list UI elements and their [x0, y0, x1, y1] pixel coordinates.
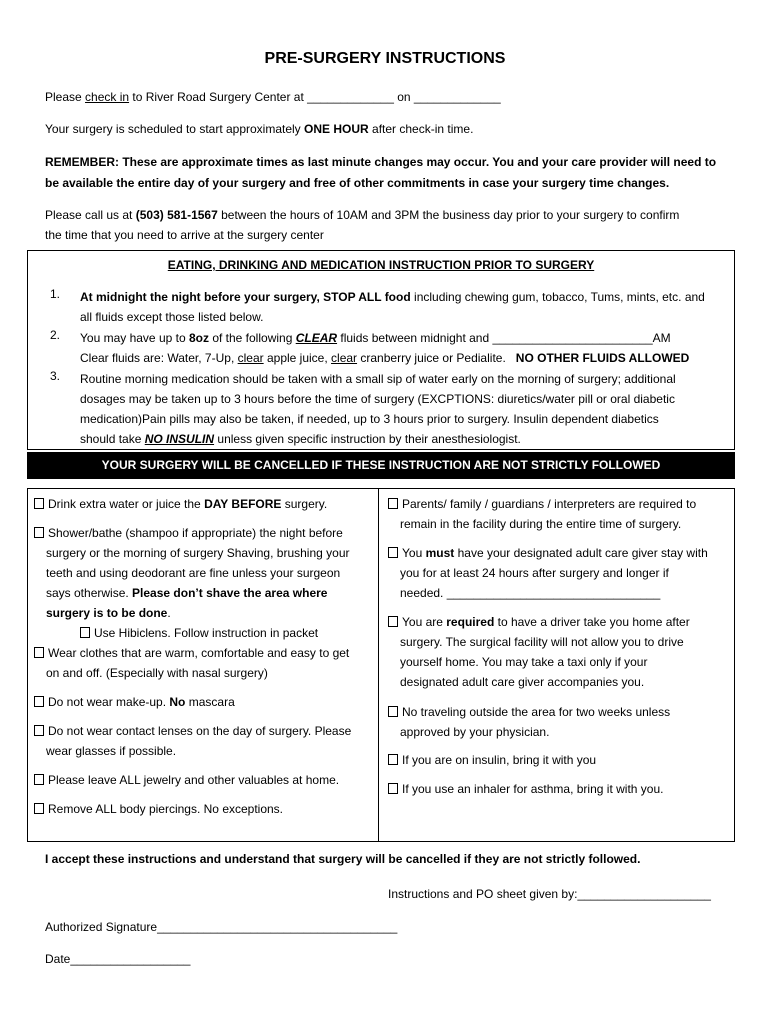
checklist-item-piercings[interactable]	[34, 799, 283, 819]
checklist-item-inhaler[interactable]	[388, 779, 663, 799]
item-text: remain in the facility during the entire time of surgery.	[400, 517, 682, 531]
item-text: says otherwise.	[46, 586, 133, 600]
checkbox-icon[interactable]	[388, 498, 398, 509]
eating-item-2	[50, 328, 710, 368]
item1-line2: all fluids except those listed below.	[80, 310, 264, 324]
call-suffix: between the hours of 10AM and 3PM the business day prior to your surgery to confirm	[217, 208, 680, 222]
eating-item-1	[50, 287, 710, 327]
checklist-item-travel[interactable]	[388, 702, 670, 742]
checklist-item-insulin[interactable]	[388, 750, 596, 770]
checkin-rest: to River Road Surgery Center at _____________ on _____________	[129, 90, 501, 104]
item-bold: DAY BEFORE	[204, 497, 282, 511]
item-text: Drink extra water or juice the	[48, 497, 205, 511]
item-text: needed. ________________________________	[400, 586, 661, 600]
checkin-prefix: Please	[45, 90, 86, 104]
item-text: Do not wear contact lenses on the day of surgery. Please	[48, 724, 352, 738]
checklist-item-shower[interactable]	[34, 523, 350, 623]
signature-field[interactable]: Authorized Signature____________________________________	[45, 920, 398, 934]
item-text: to have a driver take you home after	[494, 615, 690, 629]
item2-text: You may have up to	[80, 331, 189, 345]
item3-no-insulin: NO INSULIN	[144, 432, 215, 446]
remember-line-2: be available the entire day of your surgery and free of other commitments in case your surgery time changes.	[45, 176, 670, 190]
item3-line: should take	[80, 432, 145, 446]
item2-text: apple juice,	[263, 351, 332, 365]
item3-line: Routine morning medication should be taken with a small sip of water early on the morning of surgery; additional	[80, 372, 676, 386]
item2-clear: CLEAR	[295, 331, 338, 345]
checkbox-icon[interactable]	[34, 803, 44, 814]
checkbox-icon[interactable]	[388, 783, 398, 794]
checkin-line	[45, 87, 735, 108]
item-text: you for at least 24 hours after surgery and longer if	[400, 566, 669, 580]
item-text: surgery or the morning of surgery Shaving, brushing your	[46, 546, 350, 560]
checklist-item-makeup[interactable]	[34, 692, 235, 712]
item-bold: Please don’t shave the area where	[132, 586, 328, 600]
checklist-item-clothes[interactable]	[34, 643, 349, 683]
item-text: If you are on insulin, bring it with you	[402, 753, 597, 767]
item2-clear-underlined: clear	[237, 351, 264, 365]
item-text: approved by your physician.	[400, 725, 550, 739]
item-text: Please leave ALL jewelry and other valuables at home.	[48, 773, 340, 787]
po-sheet-field[interactable]: Instructions and PO sheet given by:____________________	[388, 887, 711, 901]
item1-bold: At midnight the night before your surgery, STOP ALL food	[80, 290, 411, 304]
item3-line: medication)Pain pills may also be taken, if needed, up to 3 hours prior to surgery. Insulin dependent diabetics	[80, 412, 659, 426]
item2-text: fluids between midnight and ________________________AM	[337, 331, 671, 345]
item1-rest: including chewing gum, tobacco, Tums, mints, etc. and	[410, 290, 705, 304]
checkbox-icon[interactable]	[34, 774, 44, 785]
eating-instructions-box	[27, 250, 735, 450]
item2-8oz: 8oz	[188, 331, 209, 345]
call-prefix: Please call us at	[45, 208, 136, 222]
schedule-suffix: after check-in time.	[368, 122, 474, 136]
item-bold: surgery is to be done	[46, 606, 168, 620]
checkbox-icon[interactable]	[388, 616, 398, 627]
checklist-item-parents[interactable]	[388, 494, 696, 534]
item3-line: dosages may be taken up to 3 hours before the time of surgery (EXCPTIONS: diuretics/water pill or oral diabetic	[80, 392, 675, 406]
item-text: have your designated adult care giver stay with	[454, 546, 708, 560]
item3-line: unless given specific instruction by their anesthesiologist.	[214, 432, 521, 446]
eating-item-3	[50, 369, 710, 449]
item2-clear-underlined: clear	[331, 351, 358, 365]
item-bold: No	[169, 695, 186, 709]
eating-section-heading: EATING, DRINKING AND MEDICATION INSTRUCTION PRIOR TO SURGERY	[167, 258, 595, 272]
item-text: No traveling outside the area for two weeks unless	[402, 705, 671, 719]
checkbox-icon[interactable]	[34, 498, 44, 509]
item-number: 1.	[50, 287, 61, 301]
checkbox-icon[interactable]	[34, 696, 44, 707]
checklist-item-hibiclens[interactable]	[80, 623, 318, 643]
item2-no-other-fluids: NO OTHER FLUIDS ALLOWED	[515, 351, 690, 365]
checkbox-icon[interactable]	[388, 706, 398, 717]
item2-text: Clear fluids are: Water, 7-Up,	[80, 351, 238, 365]
item-text: surgery.	[281, 497, 328, 511]
acceptance-statement: I accept these instructions and understand that surgery will be cancelled if they are not strictly followed.	[45, 852, 641, 866]
item-text: Wear clothes that are warm, comfortable and easy to get	[48, 646, 350, 660]
item-text: wear glasses if possible.	[46, 744, 177, 758]
cancellation-banner: YOUR SURGERY WILL BE CANCELLED IF THESE INSTRUCTION ARE NOT STRICTLY FOLLOWED	[27, 452, 735, 479]
item-text: You are	[402, 615, 447, 629]
item-text: Remove ALL body piercings. No exceptions.	[48, 802, 284, 816]
schedule-prefix: Your surgery is scheduled to start approximately	[45, 122, 305, 136]
date-field[interactable]: Date__________________	[45, 952, 191, 966]
checkbox-icon[interactable]	[80, 627, 90, 638]
page-title: PRE-SURGERY INSTRUCTIONS	[264, 50, 506, 67]
item-text: Shower/bathe (shampoo if appropriate) the night before	[48, 526, 343, 540]
checkbox-icon[interactable]	[388, 754, 398, 765]
item-number: 3.	[50, 369, 61, 383]
item-text: teeth and using deodorant are fine unless your surgeon	[46, 566, 341, 580]
column-divider	[378, 489, 379, 841]
remember-line-1: REMEMBER: These are approximate times as last minute changes may occur. You and your care provider will need to	[45, 155, 717, 169]
item-text: Do not wear make-up.	[48, 695, 170, 709]
checklist-item-jewelry[interactable]	[34, 770, 339, 790]
item2-text: of the following	[208, 331, 296, 345]
checklist-item-drink[interactable]	[34, 494, 327, 514]
item-text: designated adult care giver accompanies you.	[400, 675, 645, 689]
item2-text: cranberry juice or Pedialite.	[357, 351, 516, 365]
checkbox-icon[interactable]	[34, 527, 44, 538]
call-phone: (503) 581-1567	[135, 208, 218, 222]
item-text: mascara	[185, 695, 235, 709]
item-text: If you use an inhaler for asthma, bring it with you.	[402, 782, 664, 796]
schedule-line	[45, 119, 735, 140]
item-text: Use Hibiclens. Follow instruction in packet	[94, 626, 319, 640]
checklist-item-driver[interactable]	[388, 612, 690, 692]
item-bold: required	[446, 615, 495, 629]
item-text: yourself home. You may take a taxi only if your	[400, 655, 648, 669]
item-text: on and off. (Especially with nasal surgery)	[46, 666, 268, 680]
item-text: You	[402, 546, 426, 560]
checkin-underlined: check in	[85, 90, 130, 104]
item-bold: must	[425, 546, 455, 560]
call-line-2: the time that you need to arrive at the surgery center	[45, 228, 324, 242]
checklist-item-caregiver[interactable]	[388, 543, 708, 603]
call-line-1	[45, 205, 735, 226]
schedule-bold: ONE HOUR	[304, 122, 369, 136]
checklist-item-lenses[interactable]	[34, 721, 351, 761]
checkbox-icon[interactable]	[34, 647, 44, 658]
checkbox-icon[interactable]	[34, 725, 44, 736]
item-text: surgery. The surgical facility will not allow you to drive	[400, 635, 684, 649]
item-text: .	[167, 606, 171, 620]
item-text: Parents/ family / guardians / interpreters are required to	[402, 497, 697, 511]
checkbox-icon[interactable]	[388, 547, 398, 558]
checklist-grid	[27, 488, 735, 842]
item-number: 2.	[50, 328, 61, 342]
